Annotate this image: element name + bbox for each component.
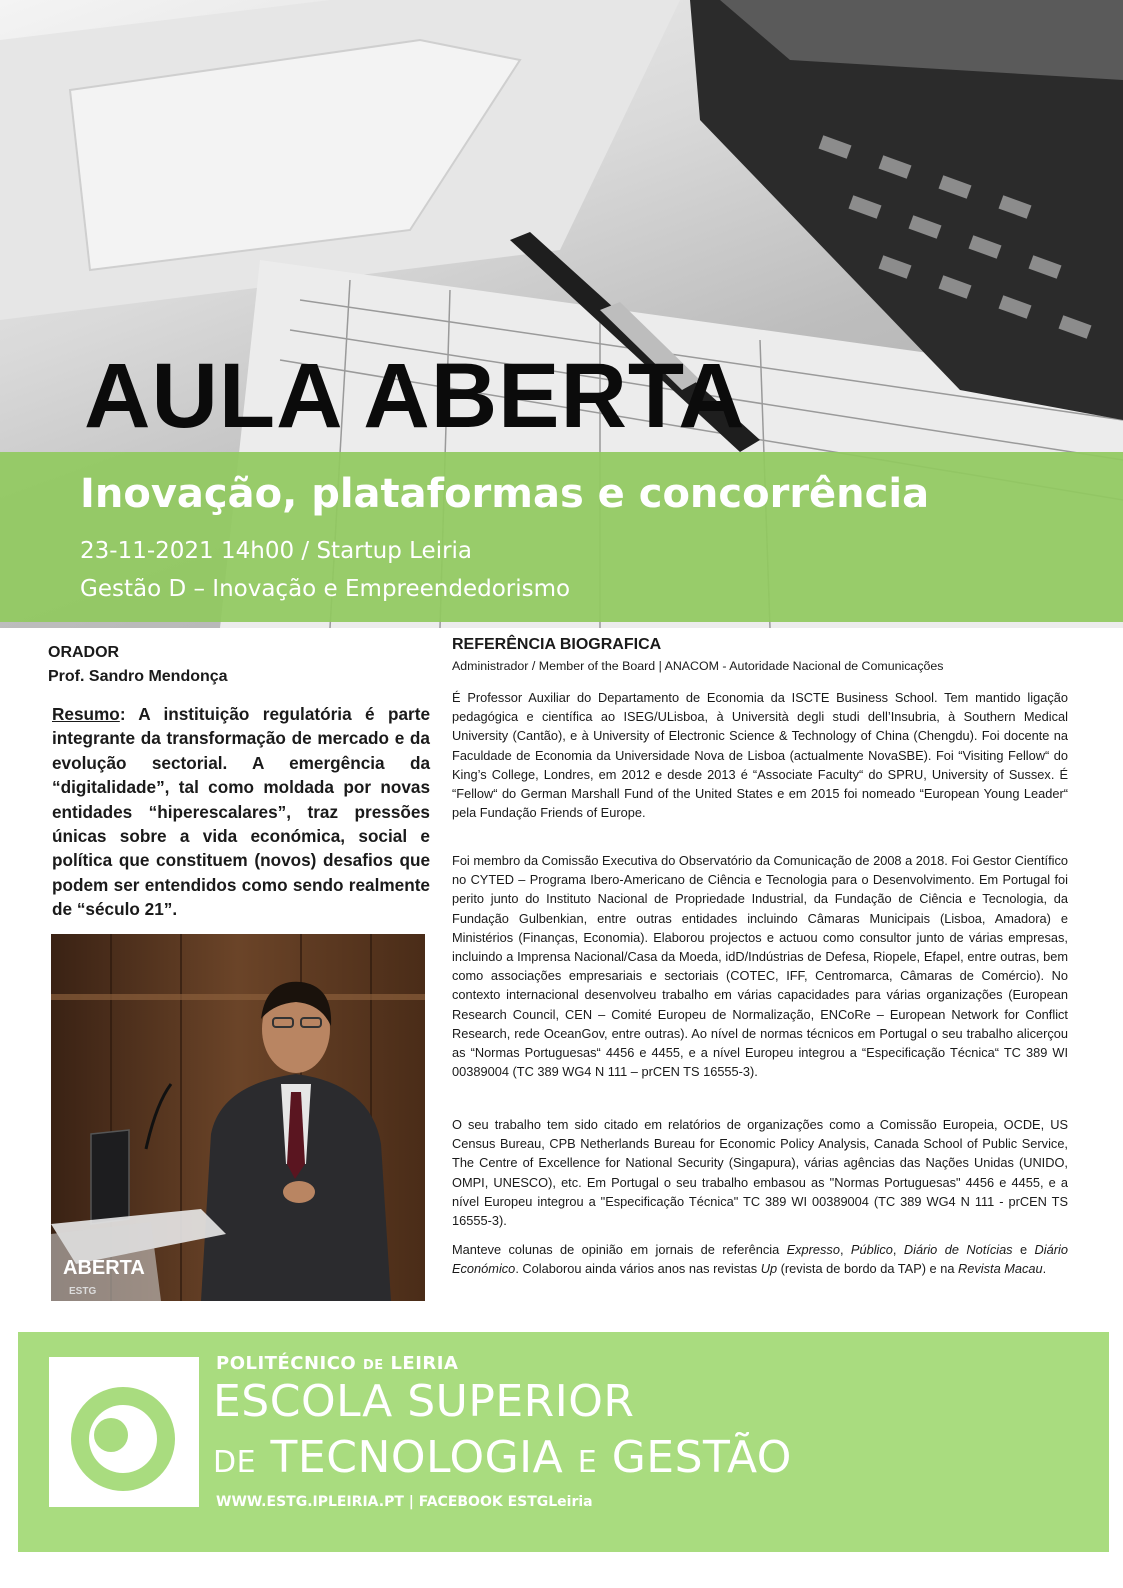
bio-paragraph-2: Foi membro da Comissão Executiva do Observatório da Comunicação de 2008 a 2018. Foi Gestor Científico no CYTED – Programa Ibero-Americano de Ciência e Tecnologia para o Desenvolvimento. Em Portugal foi perito junto do Instituto Nacional de Propriedade Industrial, da Fundação de Ciência e Tecnologia, da Fundação Gulbenkian, entre outras entidades incluindo Câmaras Municipais (Lisboa, Amadora) e Ministérios (Finanças, Economia). Elaborou projectos e actuou como consultor junto de várias empresas, incluindo a Imprensa Nacional/Casa da Moeda, idD/Indústrias de Defesa, Riopele, Efapel, entre outras, bem como associações empresariais e sectoriais (COTEC, IFF, Centromarca, Câmaras de Comércio). No contexto internacional desenvolveu trabalho em várias capacidades para várias organizações (European Research Council, CEN – Comité Europeu de Normalização, ENCoRe – European Network for Conflict Research, rede OceanGov, entre outras). Ao nível de normas técnicos em Portugal o seu trabalho alicerçou as “Normas Portuguesas“ 4456 e 4455, e a nível Europeu integrou a “Especificação Técnica“ TC 389 WI 00389004 (TC 389 WG4 N 111 – prCEN TS 16555-3). bbox=[452, 853, 1068, 1080]
bio-role: Administrador / Member of the Board | ANACOM - Autoridade Nacional de Comunicações bbox=[452, 659, 944, 673]
school-word: TECNOLOGIA bbox=[256, 1432, 578, 1483]
podium-monitor bbox=[91, 1130, 129, 1224]
speaker-name: Prof. Sandro Mendonça bbox=[48, 668, 228, 685]
footer-banner bbox=[18, 1332, 1109, 1552]
magazine-revista-macau: Revista Macau bbox=[958, 1261, 1043, 1277]
institution-word: DE bbox=[363, 1358, 384, 1373]
bio-p4-text: , bbox=[892, 1242, 904, 1257]
bio-p4-text: . Colaborou ainda vários anos nas revistas bbox=[515, 1261, 761, 1277]
school-name-line-2 bbox=[213, 1432, 792, 1483]
event-course: Gestão D – Inovação e Empreendedorismo bbox=[80, 576, 571, 602]
bio-p4-text: , bbox=[839, 1242, 851, 1257]
school-logo bbox=[49, 1357, 199, 1507]
bio-paragraph-4 bbox=[452, 1240, 1068, 1278]
school-word: GESTÃO bbox=[597, 1432, 792, 1483]
newspaper-diario-economico: Diário Económico bbox=[452, 1242, 1068, 1277]
estg-logo-icon bbox=[49, 1357, 199, 1507]
magazine-up: Up bbox=[760, 1261, 778, 1277]
bio-paragraph-3: O seu trabalho tem sido citado em relatórios de organizações como a Comissão Europeia, OCDE, US Census Bureau, CPB Netherlands Bureau for Economic Policy Analysis, Canada School of Public Service, The Centre of Excellence for National Security (Singapura), várias agências das Nações Unidas (UNIDO, OMPI, UNESCO), etc. Em Portugal o seu trabalho embasou as "Normas Portuguesas" 4456 e 4455, e a nível Europeu integrou a "Especificação Técnica" TC 389 WI 00389004 (TC 389 WG4 N 111 - prCEN TS 16555-3). bbox=[452, 1117, 1068, 1229]
school-word: E bbox=[577, 1445, 598, 1480]
page-title: AULA ABERTA bbox=[84, 345, 746, 447]
bio-p4-text: (revista de bordo da TAP) e na bbox=[777, 1261, 959, 1277]
school-institution bbox=[216, 1353, 458, 1374]
institution-word: LEIRIA bbox=[383, 1353, 459, 1374]
bio-p4-text: . bbox=[1042, 1261, 1047, 1277]
bio-paragraph-1: É Professor Auxiliar do Departamento de Economia da ISCTE Business School. Tem mantido ligação pedagógica e científica ao ISEG/ULisboa, à Università degli studi dell’Insubria, à Southern Medical University (Cantão), e à University of Electronic Science & Technology of China (Chengdu). Foi docente na Faculdade de Economia da Universidade Nova de Lisboa (actualmente NovaSBE). Foi “Visiting Fellow“ do King’s College, Londres, em 2012 e desde 2013 é “Associate Faculty“ do SPRU, University of Sussex. É “Fellow“ do German Marshall Fund of the United States e em 2015 foi nomeado “European Young Leader“ pela Fundação Friends of Europe. bbox=[452, 690, 1068, 821]
summary-paragraph bbox=[52, 702, 430, 922]
podium-sign-estg: ESTG bbox=[69, 1286, 97, 1297]
school-word: DE bbox=[213, 1445, 257, 1480]
school-name-line-1: ESCOLA SUPERIOR bbox=[213, 1376, 635, 1427]
event-title: Inovação, plataformas e concorrência bbox=[80, 471, 930, 517]
speaker-photo-illustration bbox=[38, 934, 425, 1301]
podium-sign-aberta: ABERTA bbox=[63, 1257, 145, 1279]
bio-heading: REFERÊNCIA BIOGRAFICA bbox=[452, 636, 662, 653]
bio-p4-text: e bbox=[1012, 1242, 1035, 1257]
summary-text: : A instituição regulatória é parte integrante da transformação de mercado e da evolução sectorial. A emergência da “digitalidade”, tal como moldada por novas entidades “hiperescalares”, traz pressões únicas sobre a vida económica, social e política que constituem (novos) desafios que podem ser entendidos como sendo realmente de “século 21”. bbox=[52, 704, 430, 920]
speaker-heading: ORADOR bbox=[48, 644, 120, 661]
summary-label: Resumo bbox=[52, 704, 120, 724]
school-web-links: WWW.ESTG.IPLEIRIA.PT | FACEBOOK ESTGLeiria bbox=[216, 1494, 593, 1510]
speaker-hand bbox=[283, 1181, 315, 1203]
event-date-place: 23-11-2021 14h00 / Startup Leiria bbox=[80, 538, 473, 564]
institution-word: POLITÉCNICO bbox=[216, 1353, 363, 1374]
podium-sign-aula: AULA bbox=[38, 1117, 54, 1156]
newspaper-diario-noticias: Diário de Notícias bbox=[903, 1242, 1013, 1257]
speaker-photo bbox=[38, 934, 425, 1301]
bio-p4-text: Manteve colunas de opinião em jornais de referência bbox=[452, 1242, 787, 1257]
hero-banner bbox=[0, 0, 1123, 628]
newspaper-expresso: Expresso bbox=[786, 1242, 840, 1257]
newspaper-publico: Público bbox=[850, 1242, 893, 1257]
